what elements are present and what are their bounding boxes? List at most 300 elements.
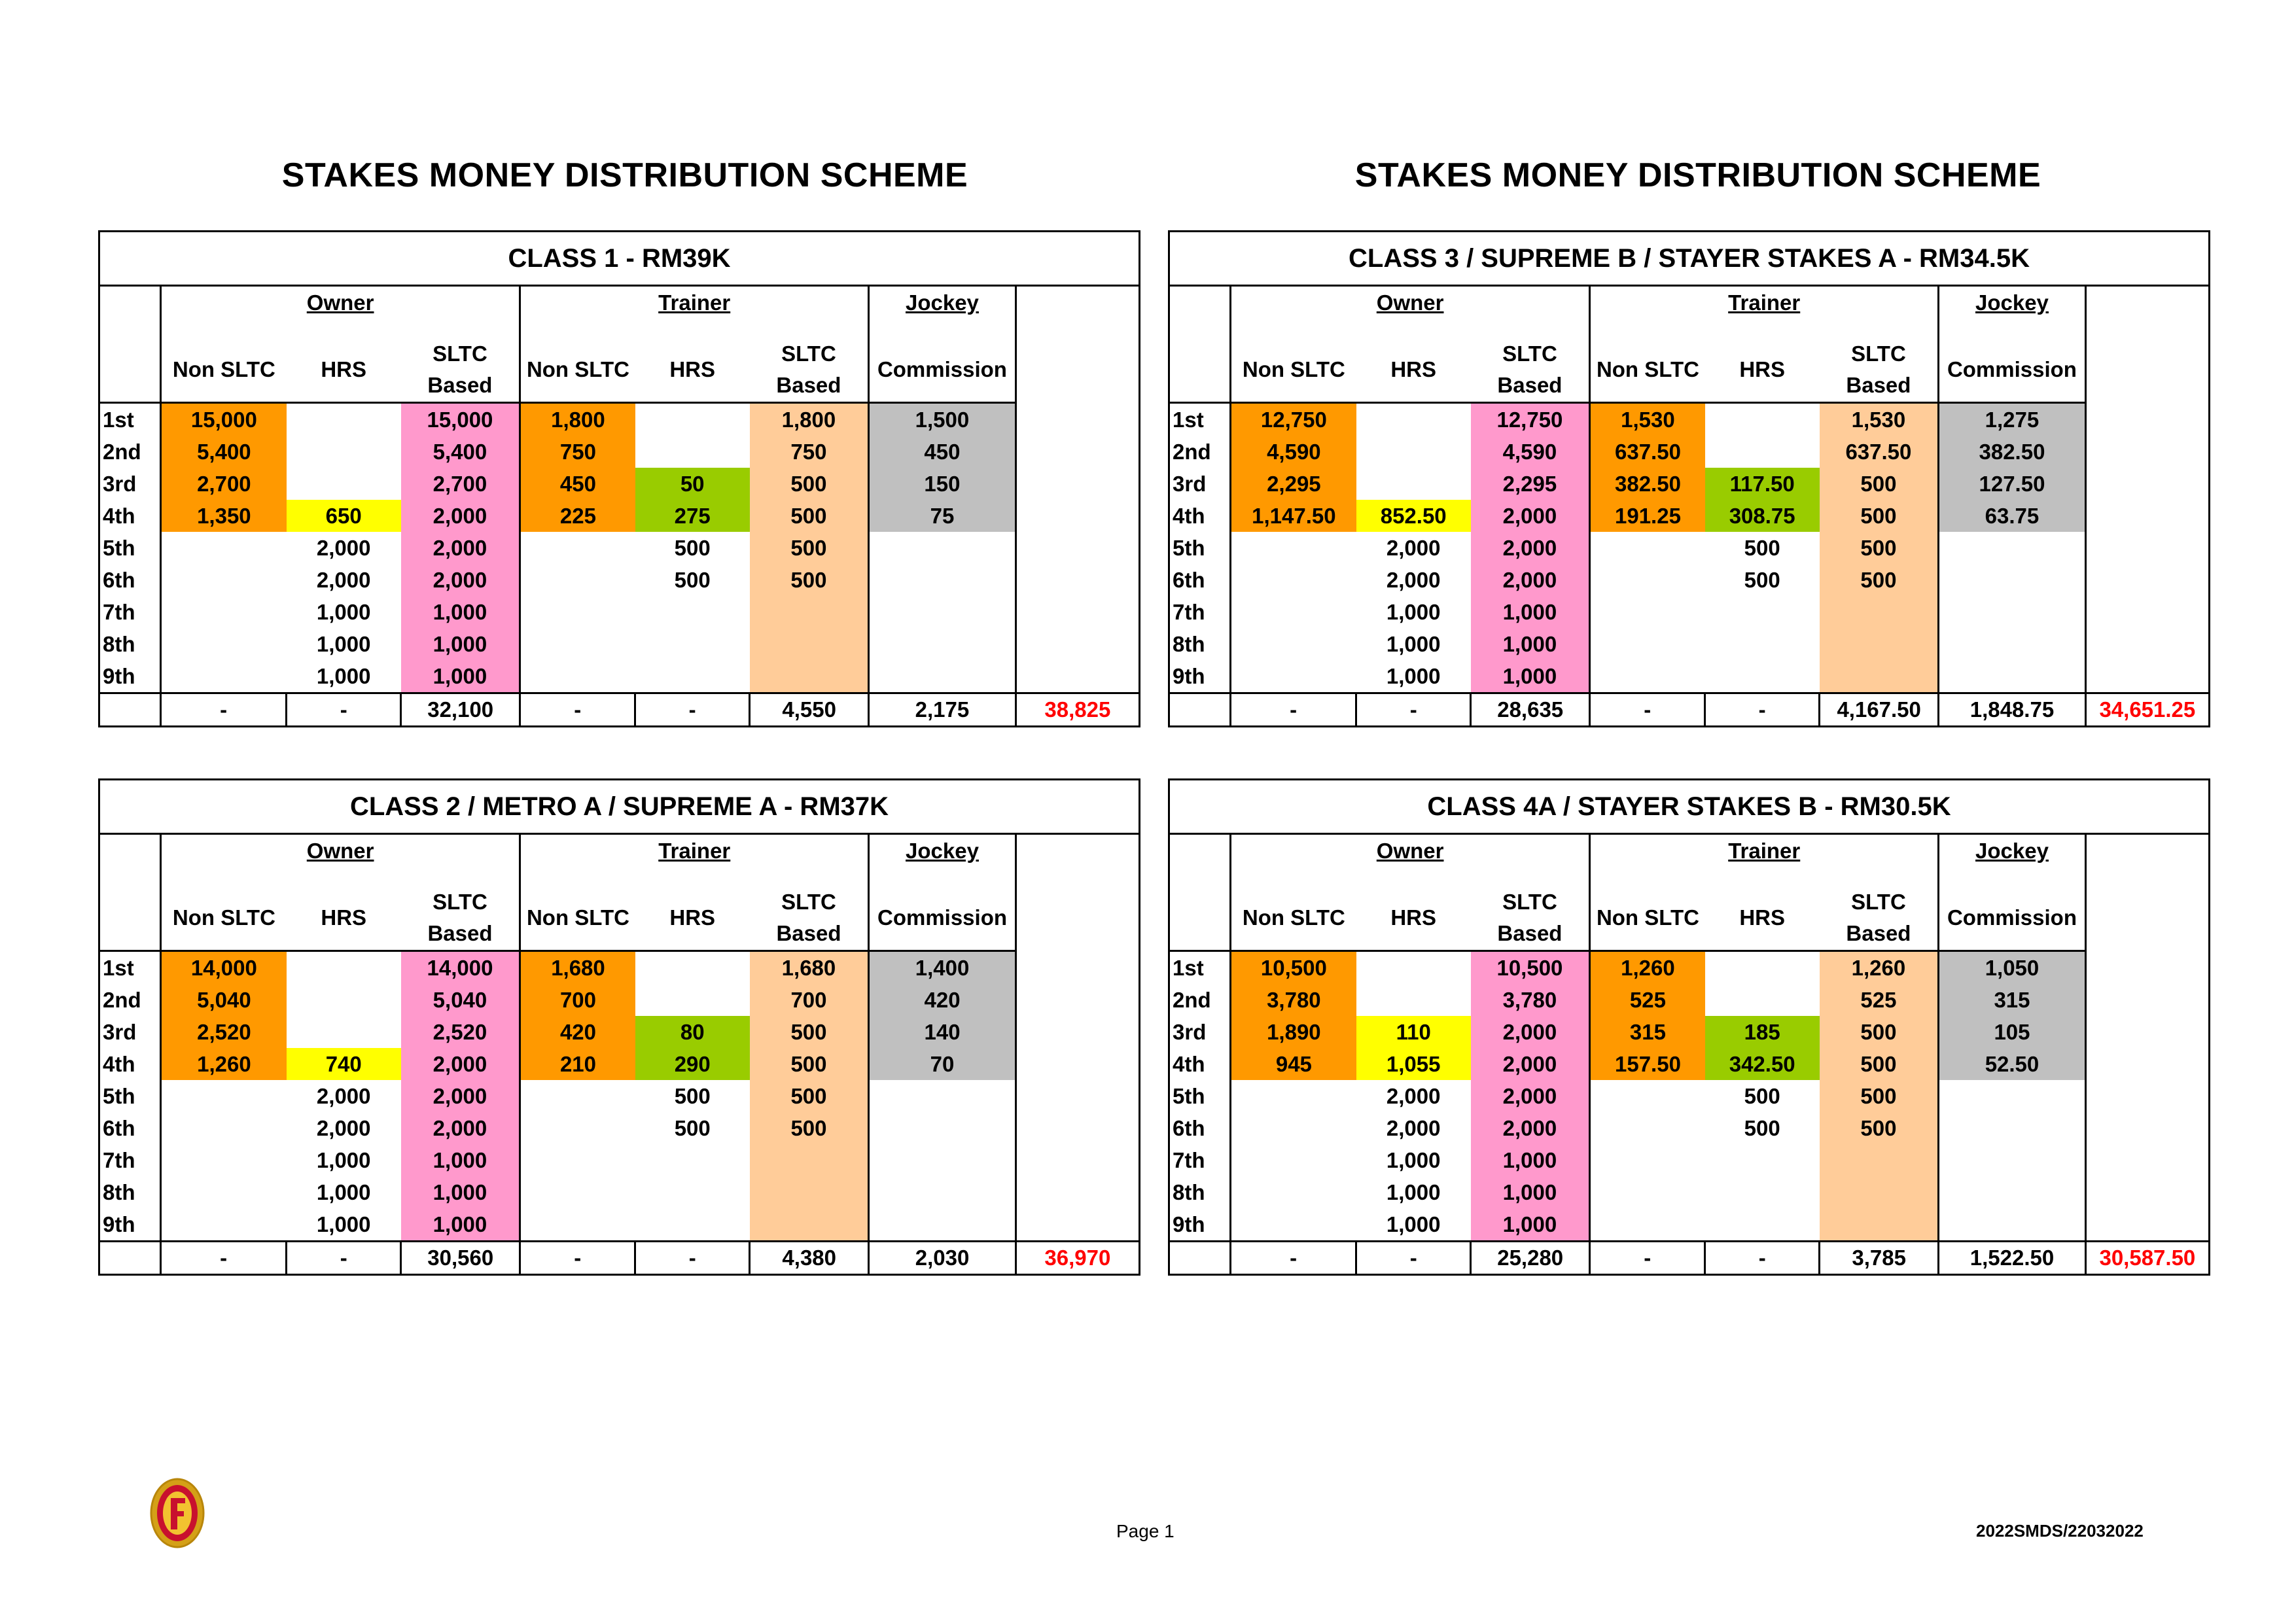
page-heading-right: STAKES MONEY DISTRIBUTION SCHEME (1354, 156, 2041, 194)
cell-jockey-commission (1939, 1208, 2086, 1242)
cell-trainer-sltc-based: 500 (1820, 564, 1939, 596)
subheader-owner-sltc-based (401, 338, 520, 403)
cell-trainer-sltc-based: 500 (750, 468, 869, 500)
cell-trainer-sltc-based: 1,680 (750, 951, 869, 985)
total-owner-sltc-based: 25,280 (1471, 1242, 1590, 1275)
cell-owner-hrs (287, 403, 401, 436)
total-position (1169, 693, 1231, 727)
totals-row (1169, 1242, 2210, 1275)
cell-owner-hrs: 852.50 (1356, 500, 1471, 532)
cell-owner-non-sltc (1231, 1112, 1356, 1144)
table-row (1169, 436, 2210, 468)
cell-owner-sltc-based: 2,000 (1471, 532, 1590, 564)
cell-total (2085, 403, 2209, 436)
cell-trainer-non-sltc: 157.50 (1590, 1048, 1705, 1080)
cell-total (1016, 436, 1139, 468)
total-owner-hrs: - (1356, 1242, 1471, 1275)
cell-jockey-commission (1939, 596, 2086, 628)
total-owner-sltc-based: 28,635 (1471, 693, 1590, 727)
cell-owner-hrs: 650 (287, 500, 401, 532)
cell-owner-non-sltc: 1,147.50 (1231, 500, 1356, 532)
cell-owner-sltc-based: 2,000 (401, 1048, 520, 1080)
table-row (1169, 596, 2210, 628)
cell-position: 5th (1169, 532, 1231, 564)
subheader-line-sltc: SLTC (781, 890, 836, 914)
total-position (1169, 1242, 1231, 1275)
cell-jockey-commission: 52.50 (1939, 1048, 2086, 1080)
cell-trainer-hrs (635, 628, 750, 660)
cell-jockey-commission (869, 596, 1016, 628)
cell-trainer-hrs (1705, 660, 1820, 693)
table-row (1169, 1080, 2210, 1112)
cell-position: 5th (1169, 1080, 1231, 1112)
table-class-2 (98, 778, 1140, 1276)
subheader-line-based: Based (1497, 921, 1563, 945)
cell-total (1016, 500, 1139, 532)
cell-position: 9th (1169, 660, 1231, 693)
cell-total (1016, 532, 1139, 564)
table-row (99, 596, 1140, 628)
cell-trainer-non-sltc: 225 (520, 500, 635, 532)
cell-owner-sltc-based: 1,000 (1471, 660, 1590, 693)
cell-owner-hrs (1356, 403, 1471, 436)
subheader-trainer-hrs: HRS (1739, 905, 1786, 930)
cell-trainer-non-sltc (520, 1144, 635, 1176)
table-row (99, 1208, 1140, 1242)
cell-owner-hrs: 1,000 (1386, 663, 1441, 688)
cell-total (1016, 660, 1139, 693)
cell-owner-hrs: 740 (287, 1048, 401, 1080)
subheader-trainer-sltc-based (750, 338, 869, 403)
cell-trainer-hrs (1705, 1176, 1820, 1208)
cell-trainer-sltc-based: 500 (750, 532, 869, 564)
cell-trainer-sltc-based: 500 (750, 1016, 869, 1048)
cell-position: 6th (1169, 564, 1231, 596)
cell-trainer-hrs (1705, 403, 1820, 436)
cell-owner-non-sltc (1231, 532, 1356, 564)
cell-total (2085, 1208, 2209, 1242)
cell-owner-hrs (287, 951, 401, 985)
cell-owner-hrs: 2,000 (1386, 1115, 1441, 1140)
cell-owner-sltc-based: 2,000 (1471, 1080, 1590, 1112)
cell-trainer-hrs (635, 951, 750, 985)
cell-owner-hrs: 2,000 (316, 535, 371, 560)
cell-jockey-commission (1939, 1112, 2086, 1144)
cell-owner-hrs: 2,000 (316, 567, 371, 592)
table-title: CLASS 1 - RM39K (99, 232, 1140, 286)
cell-position: 2nd (99, 436, 161, 468)
cell-owner-sltc-based: 4,590 (1471, 436, 1590, 468)
club-logo-icon (149, 1477, 205, 1549)
group-header-owner: Owner (161, 286, 520, 338)
total-owner-non-sltc: - (161, 1242, 287, 1275)
cell-trainer-hrs (1705, 984, 1820, 1016)
subheader-owner-hrs: HRS (321, 905, 367, 930)
cell-owner-hrs: 1,000 (316, 1147, 371, 1172)
cell-jockey-commission: 315 (1939, 984, 2086, 1016)
cell-trainer-hrs (635, 660, 750, 693)
cell-jockey-commission (869, 1080, 1016, 1112)
cell-position: 2nd (1169, 436, 1231, 468)
cell-jockey-commission: 140 (869, 1016, 1016, 1048)
cell-position: 6th (1169, 1112, 1231, 1144)
corner-cell (1169, 834, 1231, 951)
cell-owner-sltc-based: 2,295 (1471, 468, 1590, 500)
cell-trainer-hrs (635, 1208, 750, 1242)
cell-trainer-non-sltc: 450 (520, 468, 635, 500)
cell-owner-sltc-based: 1,000 (1471, 596, 1590, 628)
cell-owner-hrs (1356, 984, 1471, 1016)
cell-owner-non-sltc: 5,040 (161, 984, 287, 1016)
subheader-line-sltc: SLTC (433, 890, 487, 914)
cell-total (2085, 1016, 2209, 1048)
cell-owner-sltc-based: 2,520 (401, 1016, 520, 1048)
cell-owner-sltc-based: 1,000 (401, 628, 520, 660)
cell-trainer-sltc-based: 500 (750, 1048, 869, 1080)
cell-total (2085, 1112, 2209, 1144)
table-title: CLASS 3 / SUPREME B / STAYER STAKES A - RM34.5K (1169, 232, 2210, 286)
totals-row (1169, 693, 2210, 727)
cell-trainer-hrs (635, 1176, 750, 1208)
cell-trainer-hrs: 185 (1705, 1016, 1820, 1048)
cell-trainer-sltc-based: 1,530 (1820, 403, 1939, 436)
cell-trainer-non-sltc (520, 660, 635, 693)
cell-owner-sltc-based: 10,500 (1471, 951, 1590, 985)
cell-total (2085, 984, 2209, 1016)
table-row (1169, 984, 2210, 1016)
cell-jockey-commission: 1,050 (1939, 951, 2086, 985)
subheader-owner-non-sltc: Non SLTC (1242, 905, 1345, 930)
cell-total (2085, 468, 2209, 500)
total-trainer-non-sltc: - (1590, 1242, 1705, 1275)
cell-owner-sltc-based: 2,000 (1471, 1016, 1590, 1048)
table-row (1169, 1048, 2210, 1080)
table-title: CLASS 4A / STAYER STAKES B - RM30.5K (1169, 780, 2210, 834)
cell-jockey-commission: 105 (1939, 1016, 2086, 1048)
table-row (1169, 564, 2210, 596)
total-trainer-hrs: - (1705, 1242, 1820, 1275)
cell-trainer-sltc-based: 750 (750, 436, 869, 468)
table-row (99, 1112, 1140, 1144)
total-jockey-commission: 1,522.50 (1939, 1242, 2086, 1275)
cell-jockey-commission (1939, 1144, 2086, 1176)
subheader-trainer-non-sltc: Non SLTC (1596, 905, 1699, 930)
cell-jockey-commission (869, 1176, 1016, 1208)
cell-position: 2nd (99, 984, 161, 1016)
cell-trainer-hrs: 500 (674, 535, 711, 560)
cell-owner-sltc-based: 2,000 (401, 1112, 520, 1144)
subheader-line-based: Based (427, 921, 493, 945)
cell-owner-sltc-based: 1,000 (1471, 1208, 1590, 1242)
total-header-cell (2085, 834, 2209, 951)
cell-owner-non-sltc: 1,260 (161, 1048, 287, 1080)
cell-total (1016, 403, 1139, 436)
table-row (1169, 1016, 2210, 1048)
subheader-trainer-sltc-based (750, 886, 869, 951)
cell-owner-hrs: 110 (1356, 1016, 1471, 1048)
table-row (99, 468, 1140, 500)
cell-owner-hrs: 2,000 (316, 1083, 371, 1108)
cell-trainer-non-sltc: 191.25 (1590, 500, 1705, 532)
cell-trainer-hrs: 308.75 (1705, 500, 1820, 532)
group-header-trainer: Trainer (520, 286, 869, 338)
cell-trainer-non-sltc (1590, 596, 1705, 628)
cell-trainer-non-sltc (520, 1112, 635, 1144)
cell-trainer-sltc-based: 500 (1820, 500, 1939, 532)
cell-owner-sltc-based: 2,000 (1471, 1048, 1590, 1080)
cell-owner-non-sltc (161, 660, 287, 693)
cell-trainer-non-sltc: 1,530 (1590, 403, 1705, 436)
cell-trainer-sltc-based: 500 (1820, 468, 1939, 500)
cell-trainer-sltc-based (1820, 1208, 1939, 1242)
cell-jockey-commission (869, 628, 1016, 660)
cell-owner-hrs: 1,055 (1356, 1048, 1471, 1080)
cell-trainer-hrs (1705, 628, 1820, 660)
cell-owner-non-sltc (1231, 1176, 1356, 1208)
cell-trainer-hrs: 500 (1744, 1115, 1780, 1140)
group-header-jockey: Jockey (869, 286, 1016, 338)
cell-total (2085, 436, 2209, 468)
cell-owner-hrs: 1,000 (1386, 1212, 1441, 1236)
cell-trainer-sltc-based: 500 (750, 500, 869, 532)
group-header-jockey: Jockey (1939, 286, 2086, 338)
subheader-owner-sltc-based (1471, 338, 1590, 403)
cell-jockey-commission (1939, 1080, 2086, 1112)
cell-jockey-commission: 450 (869, 436, 1016, 468)
cell-trainer-non-sltc (1590, 1112, 1705, 1144)
cell-trainer-non-sltc: 637.50 (1590, 436, 1705, 468)
table-row (1169, 1208, 2210, 1242)
total-trainer-hrs: - (635, 693, 750, 727)
subheader-owner-sltc-based (1471, 886, 1590, 951)
subheader-owner-hrs: HRS (1390, 357, 1437, 381)
cell-trainer-sltc-based: 500 (750, 1112, 869, 1144)
table-row (1169, 1176, 2210, 1208)
total-trainer-sltc-based: 3,785 (1820, 1242, 1939, 1275)
table-row (99, 628, 1140, 660)
table-row (99, 1016, 1140, 1048)
total-trainer-non-sltc: - (1590, 693, 1705, 727)
cell-position: 2nd (1169, 984, 1231, 1016)
cell-jockey-commission: 1,400 (869, 951, 1016, 985)
group-header-trainer: Trainer (1590, 286, 1939, 338)
corner-cell (99, 286, 161, 403)
table-row (1169, 660, 2210, 693)
cell-owner-non-sltc (1231, 1144, 1356, 1176)
cell-owner-hrs: 1,000 (316, 631, 371, 656)
cell-jockey-commission: 420 (869, 984, 1016, 1016)
cell-jockey-commission (1939, 564, 2086, 596)
cell-owner-non-sltc: 12,750 (1231, 403, 1356, 436)
cell-owner-non-sltc (1231, 1080, 1356, 1112)
cell-trainer-non-sltc (520, 628, 635, 660)
cell-jockey-commission: 382.50 (1939, 436, 2086, 468)
table-row (1169, 532, 2210, 564)
subheader-line-based: Based (1497, 373, 1563, 397)
cell-position: 1st (1169, 403, 1231, 436)
cell-position: 9th (1169, 1208, 1231, 1242)
cell-trainer-sltc-based (1820, 1176, 1939, 1208)
group-header-jockey: Jockey (869, 834, 1016, 886)
subheader-trainer-non-sltc: Non SLTC (526, 905, 629, 930)
cell-trainer-hrs: 275 (635, 500, 750, 532)
cell-trainer-hrs (1705, 1144, 1820, 1176)
cell-owner-non-sltc (161, 1176, 287, 1208)
cell-owner-sltc-based: 1,000 (401, 1144, 520, 1176)
total-jockey-commission: 2,175 (869, 693, 1016, 727)
cell-trainer-sltc-based: 500 (750, 1080, 869, 1112)
subheader-line-sltc: SLTC (1502, 890, 1557, 914)
cell-position: 7th (1169, 1144, 1231, 1176)
cell-owner-hrs (287, 1016, 401, 1048)
subheader-owner-non-sltc: Non SLTC (172, 905, 275, 930)
cell-trainer-sltc-based (750, 660, 869, 693)
cell-total (1016, 1080, 1139, 1112)
cell-trainer-non-sltc (1590, 660, 1705, 693)
cell-jockey-commission: 63.75 (1939, 500, 2086, 532)
total-header-cell (1016, 286, 1139, 403)
cell-trainer-non-sltc (1590, 1144, 1705, 1176)
cell-trainer-hrs: 500 (674, 1115, 711, 1140)
subheader-line-based: Based (776, 921, 841, 945)
cell-owner-sltc-based: 15,000 (401, 403, 520, 436)
cell-owner-hrs: 1,000 (316, 599, 371, 624)
cell-owner-hrs: 1,000 (1386, 1147, 1441, 1172)
cell-owner-non-sltc: 10,500 (1231, 951, 1356, 985)
cell-jockey-commission (869, 660, 1016, 693)
subheader-line-sltc: SLTC (433, 341, 487, 366)
total-owner-non-sltc: - (161, 693, 287, 727)
cell-trainer-hrs: 500 (1744, 567, 1780, 592)
cell-owner-non-sltc: 4,590 (1231, 436, 1356, 468)
subheader-line-based: Based (427, 373, 493, 397)
cell-owner-non-sltc (161, 1144, 287, 1176)
cell-jockey-commission: 127.50 (1939, 468, 2086, 500)
corner-cell (1169, 286, 1231, 403)
cell-position: 8th (99, 1176, 161, 1208)
page-heading-left: STAKES MONEY DISTRIBUTION SCHEME (281, 156, 968, 194)
cell-trainer-non-sltc: 382.50 (1590, 468, 1705, 500)
cell-position: 1st (1169, 951, 1231, 985)
cell-total (1016, 1176, 1139, 1208)
cell-position: 3rd (99, 1016, 161, 1048)
total-trainer-sltc-based: 4,167.50 (1820, 693, 1939, 727)
total-owner-sltc-based: 32,100 (401, 693, 520, 727)
cell-jockey-commission: 75 (869, 500, 1016, 532)
cell-trainer-hrs (1705, 596, 1820, 628)
cell-position: 7th (1169, 596, 1231, 628)
cell-total (2085, 628, 2209, 660)
cell-position: 9th (99, 1208, 161, 1242)
subheader-jockey-commission: Commission (1939, 338, 2086, 403)
cell-owner-sltc-based: 12,750 (1471, 403, 1590, 436)
total-owner-non-sltc: - (1231, 693, 1356, 727)
total-owner-hrs: - (1356, 693, 1471, 727)
total-trainer-sltc-based: 4,380 (750, 1242, 869, 1275)
cell-trainer-sltc-based: 500 (1820, 1080, 1939, 1112)
table-row (1169, 500, 2210, 532)
cell-owner-hrs: 2,000 (1386, 567, 1441, 592)
cell-owner-sltc-based: 3,780 (1471, 984, 1590, 1016)
cell-total (2085, 951, 2209, 985)
subheader-trainer-sltc-based (1820, 338, 1939, 403)
cell-trainer-non-sltc (1590, 564, 1705, 596)
table-row (1169, 628, 2210, 660)
table-row (1169, 1144, 2210, 1176)
cell-trainer-non-sltc: 1,260 (1590, 951, 1705, 985)
subheader-line-sltc: SLTC (1502, 341, 1557, 366)
cell-total (1016, 628, 1139, 660)
cell-owner-non-sltc (161, 564, 287, 596)
cell-owner-sltc-based: 2,000 (1471, 564, 1590, 596)
cell-trainer-hrs (1705, 436, 1820, 468)
cell-owner-sltc-based: 1,000 (1471, 628, 1590, 660)
total-total: 38,825 (1016, 693, 1139, 727)
cell-trainer-sltc-based (750, 628, 869, 660)
cell-trainer-sltc-based (1820, 628, 1939, 660)
cell-trainer-non-sltc: 420 (520, 1016, 635, 1048)
cell-trainer-sltc-based (750, 596, 869, 628)
table-class-4a (1168, 778, 2210, 1276)
subheader-owner-hrs: HRS (321, 357, 367, 381)
subheader-line-based: Based (1846, 373, 1911, 397)
cell-trainer-non-sltc (1590, 1080, 1705, 1112)
cell-total (1016, 468, 1139, 500)
cell-trainer-hrs (635, 1144, 750, 1176)
cell-trainer-hrs: 117.50 (1705, 468, 1820, 500)
total-owner-hrs: - (287, 693, 401, 727)
cell-position: 7th (99, 596, 161, 628)
cell-owner-hrs: 1,000 (316, 1212, 371, 1236)
total-total: 36,970 (1016, 1242, 1139, 1275)
table-row (99, 500, 1140, 532)
cell-position: 3rd (1169, 468, 1231, 500)
group-header-jockey: Jockey (1939, 834, 2086, 886)
cell-owner-sltc-based: 2,000 (401, 564, 520, 596)
cell-position: 5th (99, 1080, 161, 1112)
cell-jockey-commission (869, 1144, 1016, 1176)
cell-trainer-sltc-based: 1,260 (1820, 951, 1939, 985)
cell-owner-non-sltc: 2,520 (161, 1016, 287, 1048)
total-trainer-hrs: - (635, 1242, 750, 1275)
total-header-cell (1016, 834, 1139, 951)
cell-jockey-commission: 150 (869, 468, 1016, 500)
cell-total (1016, 951, 1139, 985)
group-header-owner: Owner (1231, 834, 1590, 886)
cell-total (2085, 500, 2209, 532)
table-row (99, 1176, 1140, 1208)
cell-owner-non-sltc (161, 596, 287, 628)
cell-trainer-hrs: 500 (1744, 535, 1780, 560)
subheader-trainer-hrs: HRS (669, 905, 716, 930)
cell-trainer-non-sltc: 1,680 (520, 951, 635, 985)
cell-owner-sltc-based: 2,700 (401, 468, 520, 500)
cell-total (1016, 596, 1139, 628)
cell-trainer-sltc-based (1820, 596, 1939, 628)
subheader-owner-non-sltc: Non SLTC (172, 357, 275, 381)
total-position (99, 1242, 161, 1275)
table-row (99, 564, 1140, 596)
cell-owner-sltc-based: 2,000 (401, 500, 520, 532)
cell-owner-non-sltc: 14,000 (161, 951, 287, 985)
cell-owner-non-sltc: 2,295 (1231, 468, 1356, 500)
cell-owner-non-sltc (1231, 660, 1356, 693)
cell-owner-hrs (1356, 468, 1471, 500)
cell-jockey-commission: 70 (869, 1048, 1016, 1080)
cell-owner-sltc-based: 5,400 (401, 436, 520, 468)
subheader-line-sltc: SLTC (1851, 341, 1906, 366)
cell-owner-non-sltc: 2,700 (161, 468, 287, 500)
